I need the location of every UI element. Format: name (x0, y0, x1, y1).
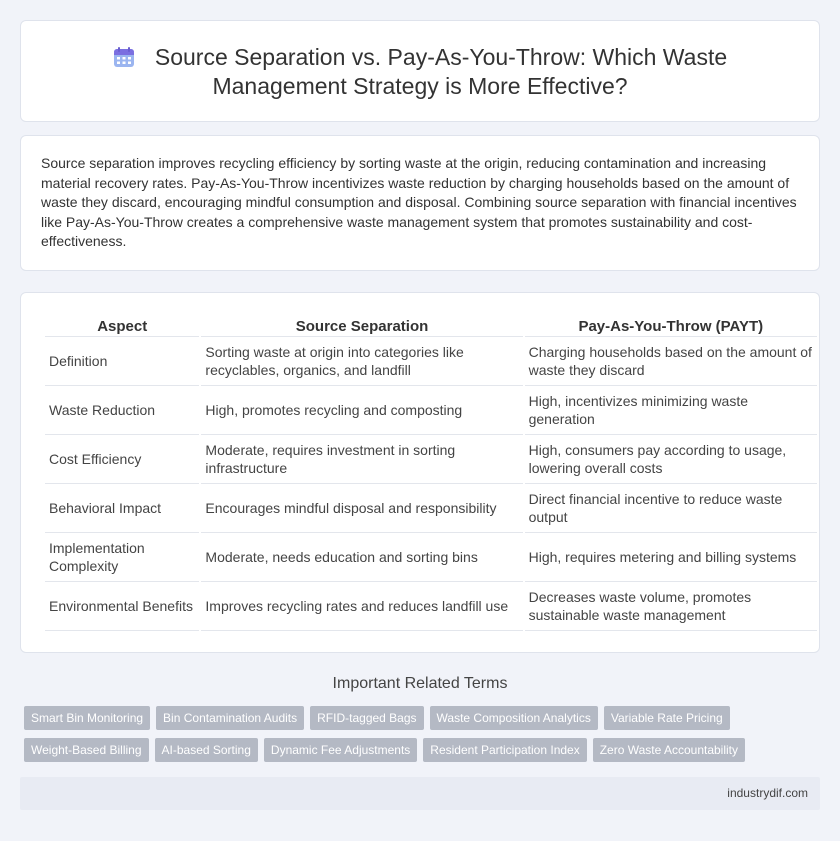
tag-variable-rate-pricing[interactable]: Variable Rate Pricing (604, 706, 730, 730)
table-row (45, 337, 817, 386)
aspect-cell: Implementation Complexity (45, 533, 199, 582)
related-terms-title: Important Related Terms (332, 675, 508, 692)
aspect-cell: Definition (45, 337, 199, 386)
source-separation-cell: Moderate, requires investment in sorting infrastructure (201, 435, 522, 484)
table-row (45, 582, 817, 631)
table-row (45, 533, 817, 582)
source-separation-cell: Moderate, needs education and sorting bins (201, 533, 522, 582)
calendar-icon (113, 46, 135, 68)
source-separation-cell: Sorting waste at origin into categories like recyclables, organics, and landfill (201, 337, 522, 386)
page-title (21, 43, 819, 101)
aspect-cell: Environmental Benefits (45, 582, 199, 631)
source-separation-cell: Encourages mindful disposal and responsibility (201, 484, 522, 533)
payt-cell: High, requires metering and billing systems (525, 533, 817, 582)
tag-rfid-tagged-bags[interactable]: RFID-tagged Bags (310, 706, 423, 730)
header-payt: Pay-As-You-Throw (PAYT) (525, 313, 817, 337)
payt-cell: High, consumers pay according to usage, lowering overall costs (525, 435, 817, 484)
comparison-table (43, 313, 819, 631)
title-line-1: Source Separation vs. Pay-As-You-Throw: Which Waste (21, 43, 819, 72)
header-aspect: Aspect (45, 313, 199, 337)
source-separation-cell: Improves recycling rates and reduces landfill use (201, 582, 522, 631)
tag-bin-contamination-audits[interactable]: Bin Contamination Audits (156, 706, 304, 730)
intro-card (20, 135, 820, 271)
intro-paragraph: Source separation improves recycling efficiency by sorting waste at the origin, reducing contamination and increasing material recovery rates. Pay-As-You-Throw incentivizes waste reduction by charging households based on the amount of waste they discard, encouraging mindful consumption and disposal. Combining source separation with financial incentives like Pay-As-You-Throw creates a comprehensive waste management system that promotes sustainability and cost-effectiveness. (41, 155, 797, 250)
payt-cell: Decreases waste volume, promotes sustainable waste management (525, 582, 817, 631)
table-row (45, 484, 817, 533)
comparison-card (20, 292, 820, 653)
tag-dynamic-fee-adjustments[interactable]: Dynamic Fee Adjustments (264, 738, 417, 762)
payt-cell: Charging households based on the amount of waste they discard (525, 337, 817, 386)
aspect-cell: Behavioral Impact (45, 484, 199, 533)
tag-weight-based-billing[interactable]: Weight-Based Billing (24, 738, 149, 762)
table-row (45, 435, 817, 484)
source-separation-cell: High, promotes recycling and composting (201, 386, 522, 435)
payt-cell: High, incentivizes minimizing waste generation (525, 386, 817, 435)
tag-waste-composition-analytics[interactable]: Waste Composition Analytics (430, 706, 598, 730)
footer-site-link[interactable]: industrydif.com (727, 786, 808, 800)
title-line-2: Management Strategy is More Effective? (212, 73, 628, 99)
related-terms-row-2 (24, 738, 824, 762)
aspect-cell: Cost Efficiency (45, 435, 199, 484)
footer (20, 777, 820, 810)
tag-resident-participation-index[interactable]: Resident Participation Index (423, 738, 586, 762)
tag-ai-based-sorting[interactable]: AI-based Sorting (155, 738, 258, 762)
tag-smart-bin-monitoring[interactable]: Smart Bin Monitoring (24, 706, 150, 730)
table-header-row (45, 313, 817, 337)
table-row (45, 386, 817, 435)
related-terms-row-1 (24, 706, 824, 730)
title-card (20, 20, 820, 122)
tag-zero-waste-accountability[interactable]: Zero Waste Accountability (593, 738, 745, 762)
payt-cell: Direct financial incentive to reduce waste output (525, 484, 817, 533)
header-source-separation: Source Separation (201, 313, 522, 337)
aspect-cell: Waste Reduction (45, 386, 199, 435)
